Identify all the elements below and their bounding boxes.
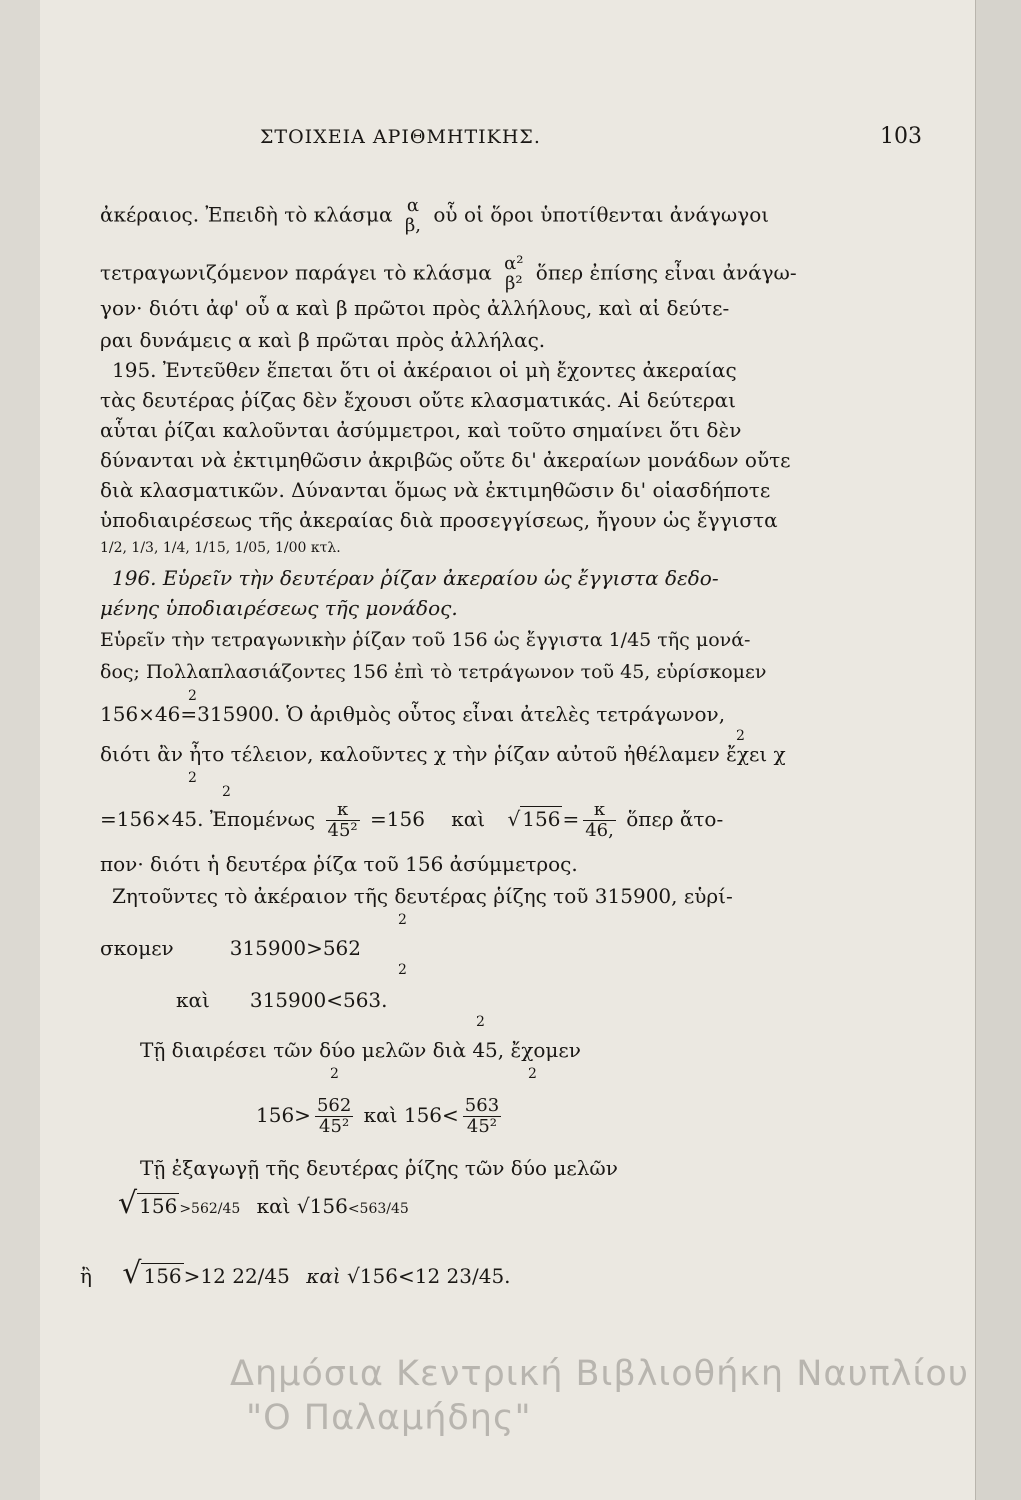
left-page-edge bbox=[0, 0, 41, 1500]
text-line: δος; Πολλαπλασιάζοντες 156 ἐπὶ τὸ τετράγωνον τοῦ 45, εὑρίσκομεν bbox=[100, 661, 767, 683]
text-line: τὰς δευτέρας ῥίζας δὲν ἔχουσι οὔτε κλασματικάς. Αἱ δεύτεραι bbox=[100, 388, 737, 412]
radical-icon: √ bbox=[118, 1186, 138, 1221]
math-line: √ 156 >562/45 καὶ √156<563/45 bbox=[118, 1186, 409, 1221]
exponent: 2 bbox=[736, 728, 745, 744]
text-line: ραι δυνάμεις α καὶ β πρῶται πρὸς ἀλλήλας. bbox=[100, 328, 546, 352]
math-line: καὶ 315900<563. bbox=[176, 988, 388, 1012]
exponent: 2 bbox=[476, 1014, 485, 1030]
math-line: =156×45. Ἐπομένως $\frac{\kappa}{\text{45²}}$ =156 καὶ √ 156 = $\frac{\kappa}{46,}$ ὅπερ ἄτο- bbox=[100, 799, 724, 841]
section-heading: 196. Εὑρεῖν τὴν δευτέραν ῥίζαν ἀκεραίου ὡς ἔγγιστα δεδο- bbox=[112, 566, 719, 590]
fraction: $\frac{\kappa}{46,}$ bbox=[585, 799, 614, 841]
radical-icon: √ bbox=[122, 1256, 142, 1291]
section-heading: μένης ὑποδιαιρέσεως τῆς μονάδος. bbox=[100, 596, 458, 620]
square-root: √ 156 bbox=[507, 807, 561, 831]
text-line: γον· διότι ἀφ' οὗ α καὶ β πρῶτοι πρὸς ἀλλήλους, καὶ αἱ δεύτε- bbox=[100, 296, 730, 320]
text-line: ἀκέραιος. Ἐπειδὴ τὸ κλάσμα α β, οὗ οἱ ὅροι ὑποτίθενται ἀνάγωγοι bbox=[100, 195, 770, 236]
exponent: 2 bbox=[398, 962, 407, 978]
exponent: 2 bbox=[398, 912, 407, 928]
text-line: Ζητοῦντες τὸ ἀκέραιον τῆς δευτέρας ῥίζης τοῦ 315900, εὑρί- bbox=[112, 884, 733, 908]
text-line: δύνανται νὰ ἐκτιμηθῶσιν ἀκριβῶς οὔτε δι' ἀκεραίων μονάδων οὔτε bbox=[100, 448, 791, 472]
exponent: 2 bbox=[330, 1066, 339, 1082]
page-number: 103 bbox=[880, 124, 922, 149]
math-line: ἢ √ 156 >12 22/45 καὶ √156<12 23/45. bbox=[80, 1256, 511, 1291]
library-watermark bbox=[230, 1352, 969, 1440]
fraction: $\frac{563}{\text{45²}}$ bbox=[464, 1095, 500, 1137]
exponent: 2 bbox=[222, 784, 231, 800]
text-line: 195. Ἐντεῦθεν ἕπεται ὅτι οἱ ἀκέραιοι οἱ μὴ ἔχοντες ἀκεραίας bbox=[112, 358, 737, 382]
math-line: σκομεν 315900>562 bbox=[100, 936, 361, 960]
text-line: Τῇ ἐξαγωγῇ τῆς δευτέρας ῥίζης τῶν δύο μελῶν bbox=[140, 1156, 618, 1180]
exponent: 2 bbox=[188, 688, 197, 704]
fraction: α β, bbox=[404, 195, 422, 236]
right-page-edge bbox=[975, 0, 1021, 1500]
text-line: διότι ἂν ἦτο τέλειον, καλοῦντες χ τὴν ῥίζαν αὐτοῦ ἠθέλαμεν ἔχει χ bbox=[100, 742, 786, 766]
text-line: τετραγωνιζόμενον παράγει τὸ κλάσμα α² β² ὅπερ ἐπίσης εἶναι ἀνάγω- bbox=[100, 253, 797, 294]
text-line: διὰ κλασματικῶν. Δύνανται ὅμως νὰ ἐκτιμηθῶσιν δι' οἱασδήποτε bbox=[100, 478, 771, 502]
text-line: 1/2, 1/3, 1/4, 1/15, 1/05, 1/00 κτλ. bbox=[100, 540, 341, 556]
math-line: 156> $\frac{562}{\text{45²}}$ καὶ 156< $\frac{563}{\text{45²}}$ bbox=[256, 1095, 500, 1137]
fraction: $\frac{\kappa}{\text{45²}}$ bbox=[327, 799, 358, 841]
math-line: 156×46=315900. Ὁ ἀριθμὸς οὗτος εἶναι ἀτελὲς τετράγωνον, bbox=[100, 702, 726, 726]
radical-icon: √ bbox=[347, 1264, 360, 1288]
text-line: ὑποδιαιρέσεως τῆς ἀκεραίας διὰ προσεγγίσεως, ἤγουν ὡς ἔγγιστα bbox=[100, 508, 778, 532]
text-line: Εὑρεῖν τὴν τετραγωνικὴν ῥίζαν τοῦ 156 ὡς ἔγγιστα 1/45 τῆς μονά- bbox=[100, 629, 751, 651]
fraction: $\frac{562}{\text{45²}}$ bbox=[316, 1095, 352, 1137]
text-line: αὗται ῥίζαι καλοῦνται ἀσύμμετροι, καὶ τοῦτο σημαίνει ὅτι δὲν bbox=[100, 418, 742, 442]
radical-icon: √ bbox=[296, 1194, 310, 1218]
text-line: Τῇ διαιρέσει τῶν δύο μελῶν διὰ 45, ἔχομεν bbox=[140, 1038, 581, 1062]
exponent: 2 bbox=[188, 770, 197, 786]
running-header: ΣΤΟΙΧΕΙΑ ΑΡΙΘΜΗΤΙΚΗΣ. bbox=[260, 126, 541, 148]
watermark-line: "Ο Παλαμήδης" bbox=[246, 1398, 532, 1438]
fraction: α² β² bbox=[504, 253, 524, 294]
text-line: πον· διότι ἡ δευτέρα ῥίζα τοῦ 156 ἀσύμμετρος. bbox=[100, 852, 578, 876]
exponent: 2 bbox=[528, 1066, 537, 1082]
watermark-line: Δημόσια Κεντρική Βιβλιοθήκη Ναυπλίου bbox=[230, 1354, 970, 1394]
